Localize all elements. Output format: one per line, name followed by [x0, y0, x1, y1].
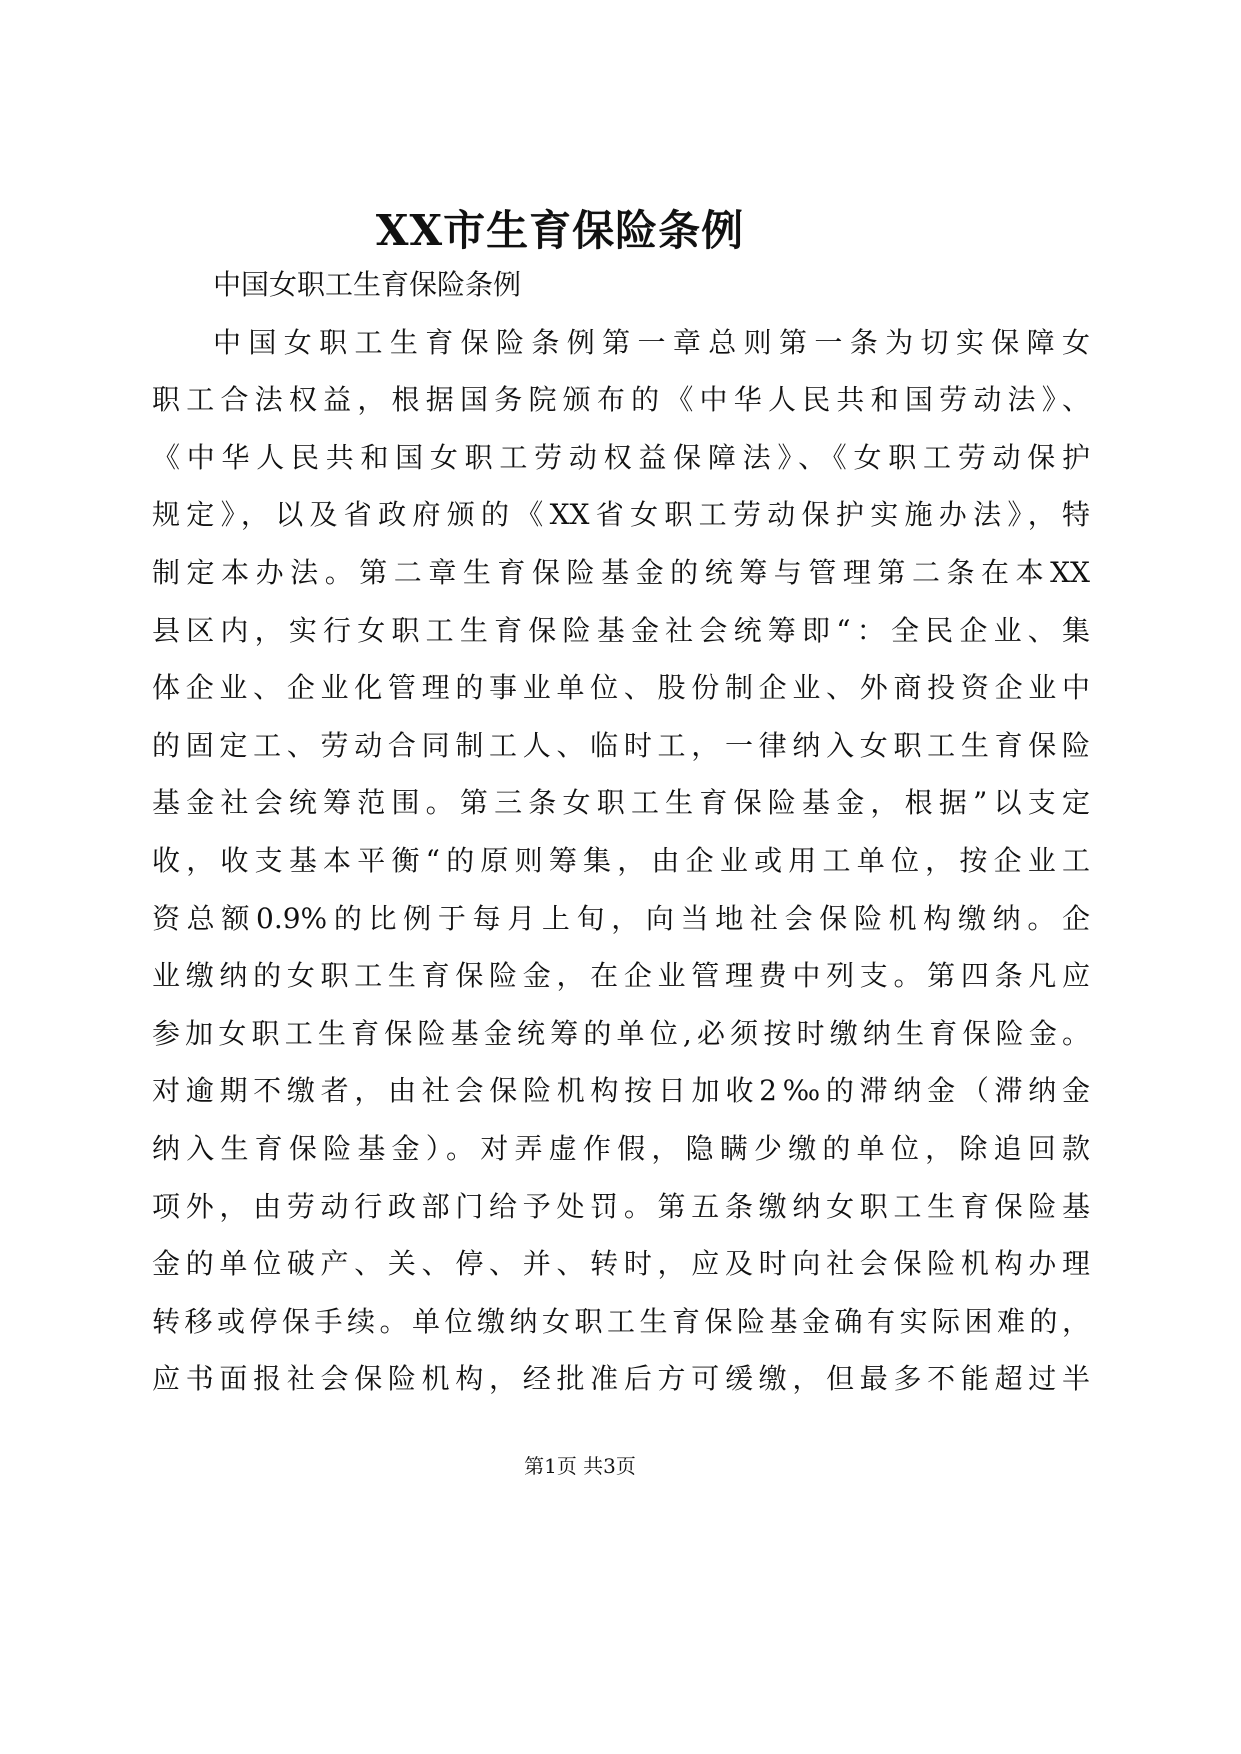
- body-line: 《中华人民共和国女职工劳动权益保障法》、《女职工劳动保护: [152, 440, 1090, 474]
- body-line: 转移或停保手续。单位缴纳女职工生育保险基金确有实际困难的，: [152, 1304, 1090, 1338]
- body-line: 参加女职工生育保险基金统筹的单位,必须按时缴纳生育保险金。: [152, 1016, 1090, 1050]
- body-line: 规定》，以及省政府颁的《XX省女职工劳动保护实施办法》，特: [152, 498, 1090, 532]
- body-line: 中国女职工生育保险条例第一章总则第一条为切实保障女: [213, 325, 1090, 359]
- document-title: XX市生育保险条例: [375, 206, 745, 255]
- subtitle-line: 中国女职工生育保险条例: [213, 268, 522, 301]
- body-line: 县区内，实行女职工生育保险基金社会统筹即“：全民企业、集: [152, 613, 1090, 647]
- body-line: 对逾期不缴者，由社会保险机构按日加收2‰的滞纳金（滞纳金: [152, 1074, 1090, 1108]
- page-number: 第1页 共3页: [524, 1454, 636, 1478]
- body-line: 业缴纳的女职工生育保险金，在企业管理费中列支。第四条凡应: [152, 959, 1090, 993]
- body-line: 制定本办法。第二章生育保险基金的统筹与管理第二条在本XX: [152, 555, 1090, 589]
- body-line: 的固定工、劳动合同制工人、临时工，一律纳入女职工生育保险: [152, 728, 1090, 762]
- body-line: 纳入生育保险基金）。对弄虚作假，隐瞒少缴的单位，除追回款: [152, 1131, 1090, 1165]
- body-line: 金的单位破产、关、停、并、转时，应及时向社会保险机构办理: [152, 1247, 1090, 1281]
- body-line: 职工合法权益，根据国务院颁布的《中华人民共和国劳动法》、: [152, 383, 1090, 417]
- body-line: 体企业、企业化管理的事业单位、股份制企业、外商投资企业中: [152, 671, 1090, 705]
- body-line: 资总额0.9%的比例于每月上旬，向当地社会保险机构缴纳。企: [152, 901, 1090, 935]
- body-line: 收，收支基本平衡“的原则筹集，由企业或用工单位，按企业工: [152, 843, 1090, 877]
- body-line: 项外，由劳动行政部门给予处罚。第五条缴纳女职工生育保险基: [152, 1189, 1090, 1223]
- body-line: 应书面报社会保险机构，经批准后方可缓缴，但最多不能超过半: [152, 1362, 1090, 1396]
- body-line: 基金社会统筹范围。第三条女职工生育保险基金，根据”以支定: [152, 786, 1090, 820]
- document-body: [152, 262, 1090, 1414]
